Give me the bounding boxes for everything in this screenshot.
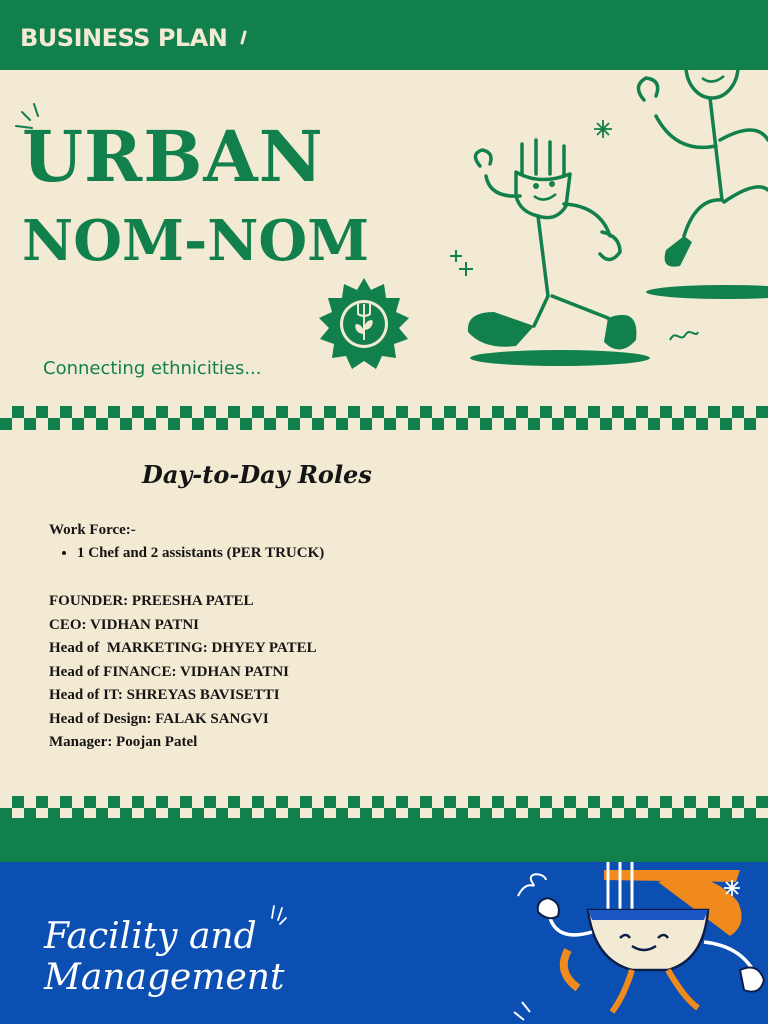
role-item: FOUNDER: PREESHA PATEL	[49, 593, 254, 609]
role-item: Manager: Poojan Patel	[49, 734, 198, 750]
squiggle-icon	[594, 14, 624, 44]
tick-mark-icon	[240, 32, 250, 46]
role-item: Head of Design: FALAK SANGVI	[49, 710, 269, 727]
checker-divider-bottom	[0, 796, 768, 820]
role-item: CEO: VIDHAN PATNI	[49, 616, 200, 633]
squiggle-icon	[668, 328, 700, 344]
brand-tagline: Connecting ethnicities...	[43, 358, 262, 379]
bowl-mascot-icon	[508, 862, 768, 1024]
brand-title-line2: NOM-NOM	[22, 208, 370, 274]
header-label: BUSINESS PLAN	[20, 24, 228, 52]
footer-title	[44, 916, 284, 998]
spoon-mascot-icon	[626, 30, 768, 300]
green-band	[0, 818, 768, 862]
roles-list	[49, 590, 317, 755]
workforce-list	[49, 542, 324, 565]
role-item: Head of IT: SHREYAS BAVISETTI	[49, 687, 280, 703]
workforce-label: Work Force:-	[49, 522, 136, 538]
role-item: Head of FINANCE: VIDHAN PATNI	[49, 663, 289, 680]
role-item: Head of MARKETING: DHYEY PATEL	[49, 640, 317, 656]
workforce-item: • 1 Chef and 2 assistants (PER TRUCK)	[77, 542, 324, 565]
brand-title-line1: URBAN	[22, 115, 324, 198]
footer-title-line1: Facility and	[44, 916, 257, 957]
accent-lines-icon	[268, 904, 290, 926]
sparkle-icon	[510, 38, 526, 54]
section-heading: Day-to-Day Roles	[142, 460, 372, 489]
workforce-block	[49, 519, 324, 565]
checker-divider-top	[0, 406, 768, 430]
badge-plant-icon	[318, 278, 410, 370]
footer-title-line2: Management	[44, 957, 285, 998]
